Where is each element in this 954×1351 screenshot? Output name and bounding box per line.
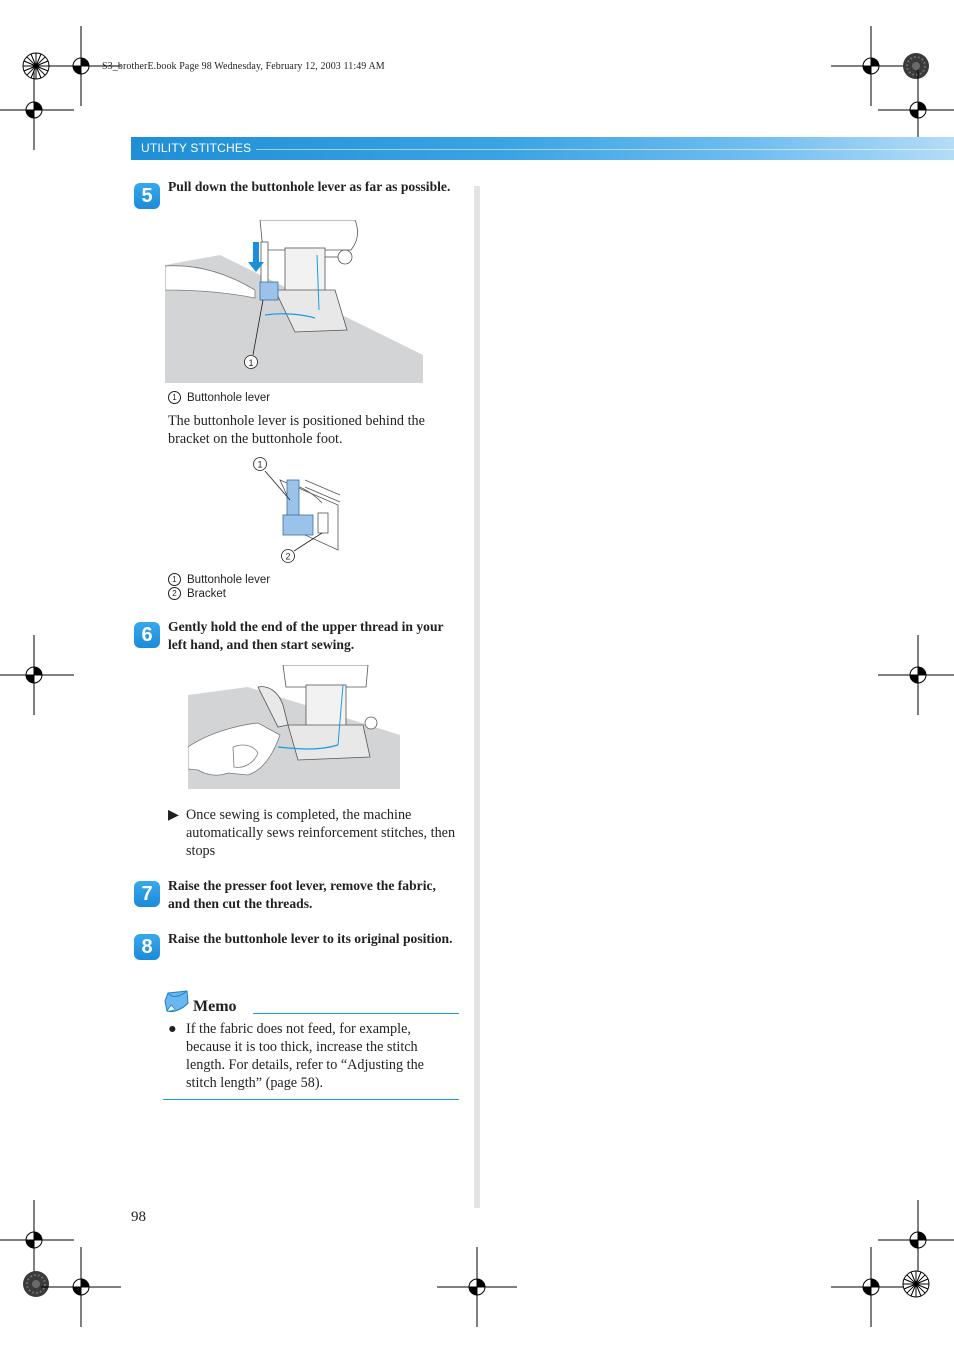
page-number: 98 <box>131 1209 146 1225</box>
figure2-callout-2: 2 <box>285 551 291 562</box>
step-6-text: Gently hold the end of the upper thread in your left hand, and then start sewing. <box>168 619 444 652</box>
caption-number: 1 <box>168 391 181 404</box>
figure2-callout-1: 1 <box>257 459 263 470</box>
memo-bottom-rule <box>163 1099 459 1100</box>
step-7-badge: 7 <box>134 881 160 907</box>
file-meta: S3_brotherE.book Page 98 Wednesday, February 12, 2003 11:49 AM <box>102 61 385 72</box>
step-7-text: Raise the presser foot lever, remove the fabric, and then cut the threads. <box>168 878 436 911</box>
memo-text: If the fabric does not feed, for example, because it is too thick, increase the stitch length. For details, refer to “Adjusting the stitch length” (page 58). <box>186 1021 424 1091</box>
caption-number: 1 <box>168 573 181 586</box>
memo-bullet: ● <box>168 1021 177 1037</box>
memo-top-rule <box>253 1013 459 1014</box>
figure2-caption-1 <box>168 573 270 587</box>
buttonhole-lever-figure <box>165 220 425 385</box>
memo-title: Memo <box>193 998 237 1015</box>
column-divider <box>474 186 480 1208</box>
lever-bracket-figure <box>250 455 345 565</box>
result-text: Once sewing is completed, the machine automatically sews reinforcement stitches, then stops <box>186 807 456 859</box>
caption-text: Buttonhole lever <box>187 392 271 404</box>
step-8-badge: 8 <box>134 934 160 960</box>
result-marker: ▶ <box>168 807 179 823</box>
step-5-badge: 5 <box>134 183 160 209</box>
lever-position-note: The buttonhole lever is positioned behind the bracket on the buttonhole foot. <box>168 413 425 447</box>
caption-number: 2 <box>168 587 181 600</box>
figure2-caption-2 <box>168 587 226 601</box>
figure1-callout: 1 <box>248 358 254 368</box>
step-6-badge: 6 <box>134 622 160 648</box>
section-header-rule <box>256 149 954 150</box>
caption-text: Bracket <box>187 588 226 600</box>
section-title: UTILITY STITCHES <box>141 141 252 155</box>
step-5-text: Pull down the buttonhole lever as far as possible. <box>168 179 451 194</box>
figure1-caption <box>168 391 270 405</box>
start-sewing-figure <box>188 665 402 791</box>
caption-text: Buttonhole lever <box>187 574 271 586</box>
memo-icon <box>163 989 191 1015</box>
step-8-text: Raise the buttonhole lever to its original position. <box>168 931 453 946</box>
